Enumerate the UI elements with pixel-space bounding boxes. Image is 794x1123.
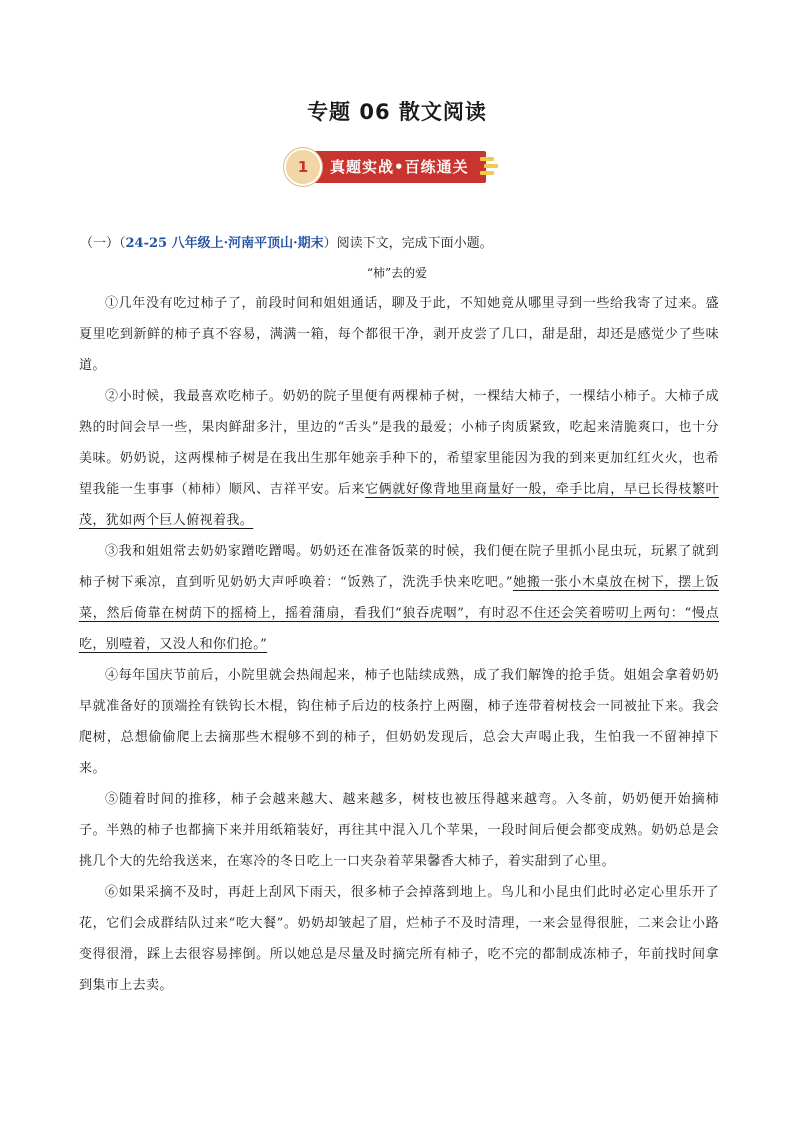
- paragraph-text: ②小时候，我最喜欢吃柿子。奶奶的院子里便有两棵柿子树，一棵结大柿子，一棵结小柿子。大柿子成熟的时间会早一些，果肉鲜甜多汁，里边的“舌头”是我的最爱；小柿子肉质紧致，吃起来清脆爽口，也十分美味。奶奶说，这两棵柿子树是在我出生那年她亲手种下的，希望家里能因为我的到来更加红红火火，也希望我能一生事事（柿柿）顺风、吉祥平安。后来: [79, 389, 719, 497]
- document-title: 专题 06 散文阅读: [307, 100, 487, 124]
- banner-label: 真题实战•百练通关: [330, 158, 469, 176]
- paragraph-text: ④每年国庆节前后，小院里就会热闹起来，柿子也陆续成熟，成了我们解馋的抢手货。姐姐会拿着奶奶早就准备好的顶端拴有铁钩长木棍，钩住柿子后边的枝条拧上两圈，柿子连带着树枝会一同被扯下来。我会爬树，总想偷偷爬上去摘那些木棍够不到的柿子，但奶奶发现后，总会大声喝止我，生怕我一不留神掉下来。: [79, 668, 719, 776]
- paragraph-text: ⑥如果采摘不及时，再赶上刮风下雨天，很多柿子会掉落到地上。鸟儿和小昆虫们此时必定心里乐开了花，它们会成群结队过来“吃大餐”。奶奶却皱起了眉，烂柿子不及时清理，一来会显得很脏，二来会让小路变得很滑，踩上去很容易摔倒。所以她总是尽量及时摘完所有柿子，吃不完的都制成冻柿子，年前找时间拿到集市上去卖。: [79, 885, 719, 993]
- paragraph-5: [79, 784, 719, 877]
- question-instruction: ）阅读下文，完成下面小题。: [323, 236, 493, 251]
- underlined-sentence: 她搬一张小木桌放在树下，摆上饭菜，然后倚靠在树荫下的摇椅上，摇着蒲扇，看我们“狼吞虎咽”，有时忍不住还会笑着唠叨上两句：“慢点吃，别噎着，又没人和你们抢。”: [79, 575, 719, 652]
- paragraph-6: [79, 877, 719, 1001]
- underlined-sentence: 它俩就好像背地里商量好一般，牵手比肩，早已长得枝繁叶茂，犹如两个巨人俯视着我。: [79, 482, 719, 528]
- paragraph-3: [79, 536, 719, 660]
- question-source: 24-25 八年级上·河南平顶山·期末: [125, 236, 324, 251]
- question-heading: [80, 232, 493, 251]
- paragraph-text: ⑤随着时间的推移，柿子会越来越大、越来越多，树枝也被压得越来越弯。入冬前，奶奶便开始摘柿子。半熟的柿子也都摘下来并用纸箱装好，再往其中混入几个苹果，一段时间后便会都变成熟。奶奶总是会挑几个大的先给我送来，在寒冷的冬日吃上一口夹杂着苹果馨香大柿子，着实甜到了心里。: [79, 792, 719, 869]
- banner-tab-decoration: [480, 157, 494, 161]
- paragraph-text: ①几年没有吃过柿子了，前段时间和姐姐通话，聊及于此，不知她竟从哪里寻到一些给我寄了过来。盛夏里吃到新鲜的柿子真不容易，满满一箱，每个都很干净，剥开皮尝了几口，甜是甜，却还是感觉少了些味道。: [79, 296, 719, 373]
- paragraph-2: [79, 381, 719, 536]
- paragraph-text: ③我和姐姐常去奶奶家蹭吃蹭喝。奶奶还在准备饭菜的时候，我们便在院子里抓小昆虫玩，玩累了就到柿子树下乘凉，直到听见奶奶大声呼唤着：“饭熟了，洗洗手快来吃吧。”: [79, 544, 719, 590]
- banner-tab-decoration: [484, 164, 498, 168]
- paragraph-4: [79, 660, 719, 784]
- question-prefix: （一）（: [80, 236, 126, 251]
- paragraph-1: [79, 288, 719, 381]
- banner-tab-decoration: [480, 171, 494, 175]
- banner-number-badge: 1: [284, 148, 322, 186]
- banner-bar: [296, 151, 486, 183]
- section-banner: [284, 148, 506, 186]
- essay-title: “柿”去的爱: [366, 266, 428, 280]
